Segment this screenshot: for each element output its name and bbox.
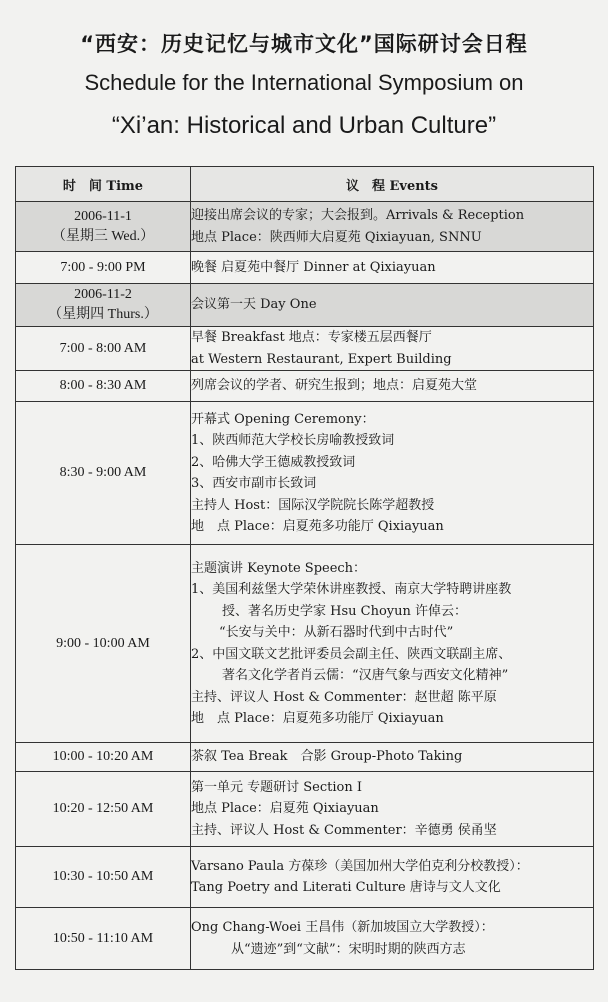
time-cell [16, 743, 191, 772]
event-cell [191, 327, 594, 371]
time-text: 10:00 - 10:20 AM [52, 749, 154, 764]
time-text: 10:30 - 10:50 AM [52, 869, 154, 884]
event-line: 著名文化学者肖云儒：“汉唐气象与西安文化精神” [222, 668, 509, 683]
event-line: “长安与关中：从新石器时代到中古时代” [219, 625, 454, 640]
event-line: Varsano Paula 方葆珍（美国加州大学伯克利分校教授）： [191, 858, 529, 874]
event-line: 迎接出席会议的专家；大会报到。Arrivals & Reception [191, 208, 525, 223]
time-text: （星期四 Thurs.） [48, 307, 158, 322]
event-cell [191, 847, 594, 908]
event-line: 第一单元 专题研讨 Section I [191, 779, 362, 795]
event-cell [191, 743, 594, 772]
table-row [16, 908, 594, 970]
table-row [16, 371, 594, 402]
event-line: 会议第一天 Day One [191, 297, 317, 313]
event-cell [191, 202, 594, 252]
event-line: 2、中国文联文艺批评委员会副主任、陕西文联副主席、 [191, 646, 512, 662]
time-column-header: 时 间 Time [16, 167, 191, 202]
event-line: at Western Restaurant, Expert Building [191, 351, 452, 367]
event-line: 1、陕西师范大学校长房喻教授致词 [191, 433, 395, 448]
time-cell [16, 284, 191, 327]
event-cell [191, 908, 594, 970]
event-cell [191, 772, 594, 847]
event-line: 授、著名历史学家 Hsu Choyun 许倬云： [222, 603, 468, 619]
page-title-english-line2: “Xi’an: Historical and Urban Culture” [111, 112, 497, 139]
event-cell [191, 284, 594, 327]
time-cell [16, 327, 191, 371]
page-title-chinese: “西安：历史记忆与城市文化”国际研讨会日程 [80, 32, 528, 56]
event-line: 早餐 Breakfast 地点：专家楼五层西餐厅 [191, 330, 432, 345]
event-line: 地点 Place：启夏苑 Qixiayuan [191, 801, 379, 817]
table-row [16, 252, 594, 284]
event-line: 地点 Place：陕西师大启夏苑 Qixiayuan, SNNU [191, 229, 482, 245]
table-header-row [16, 167, 594, 202]
time-text: 7:00 - 9:00 PM [60, 259, 146, 275]
time-text: 2006-11-2 [74, 287, 132, 302]
event-line: 地 点 Place：启夏苑多功能厅 Qixiayuan [191, 519, 444, 534]
schedule-table [15, 166, 594, 970]
time-text: 2006-11-1 [74, 208, 132, 224]
event-line: Ong Chang-Woei 王昌伟（新加坡国立大学教授）： [191, 920, 494, 935]
page-title-english-line1: Schedule for the International Symposium on [84, 70, 524, 95]
event-line: Tang Poetry and Literati Culture 唐诗与文人文化 [191, 880, 501, 895]
event-line: 主题演讲 Keynote Speech： [191, 560, 367, 576]
table-row [16, 772, 594, 847]
time-cell [16, 772, 191, 847]
table-row [16, 327, 594, 371]
table-row [16, 743, 594, 772]
event-line: 2、哈佛大学王德威教授致词 [191, 454, 356, 470]
event-cell [191, 252, 594, 284]
event-cell [191, 371, 594, 402]
time-text: 8:00 - 8:30 AM [59, 378, 147, 393]
event-line: 列席会议的学者、研究生报到；地点：启夏苑大堂 [191, 378, 478, 394]
table-row [16, 284, 594, 327]
event-line: 1、美国利兹堡大学荣休讲座教授、南京大学特聘讲座教 [191, 582, 512, 597]
time-cell [16, 545, 191, 743]
table-row [16, 545, 594, 743]
time-text: 9:00 - 10:00 AM [56, 635, 150, 651]
time-cell [16, 252, 191, 284]
event-line: 茶叙 Tea Break 合影 Group-Photo Taking [191, 749, 463, 765]
event-cell [191, 402, 594, 545]
event-line: 3、西安市副市长致词 [191, 476, 317, 491]
event-line: 主持、评议人 Host & Commenter：赵世超 陈平原 [191, 689, 497, 705]
event-cell [191, 545, 594, 743]
event-line: 从“遗迹”到“文献”：宋明时期的陕西方志 [231, 941, 466, 957]
time-text: 8:30 - 9:00 AM [59, 465, 147, 480]
events-column-header: 议 程 Events [191, 167, 594, 202]
table-row [16, 202, 594, 252]
time-cell [16, 371, 191, 402]
table-row [16, 847, 594, 908]
event-line: 主持人 Host：国际汉学院院长陈学超教授 [191, 497, 435, 513]
event-line: 地 点 Place：启夏苑多功能厅 Qixiayuan [191, 711, 444, 726]
time-cell [16, 202, 191, 252]
time-text: （星期三 Wed.） [51, 228, 155, 244]
time-text: 10:20 - 12:50 AM [52, 801, 154, 816]
time-cell [16, 908, 191, 970]
time-cell [16, 402, 191, 545]
time-text: 10:50 - 11:10 AM [52, 930, 154, 946]
time-cell [16, 847, 191, 908]
time-text: 7:00 - 8:00 AM [59, 340, 147, 356]
table-row [16, 402, 594, 545]
event-line: 晚餐 启夏苑中餐厅 Dinner at Qixiayuan [191, 259, 436, 275]
event-line: 主持、评议人 Host & Commenter：辛德勇 侯甬坚 [191, 822, 497, 838]
event-line: 开幕式 Opening Ceremony： [191, 411, 375, 427]
